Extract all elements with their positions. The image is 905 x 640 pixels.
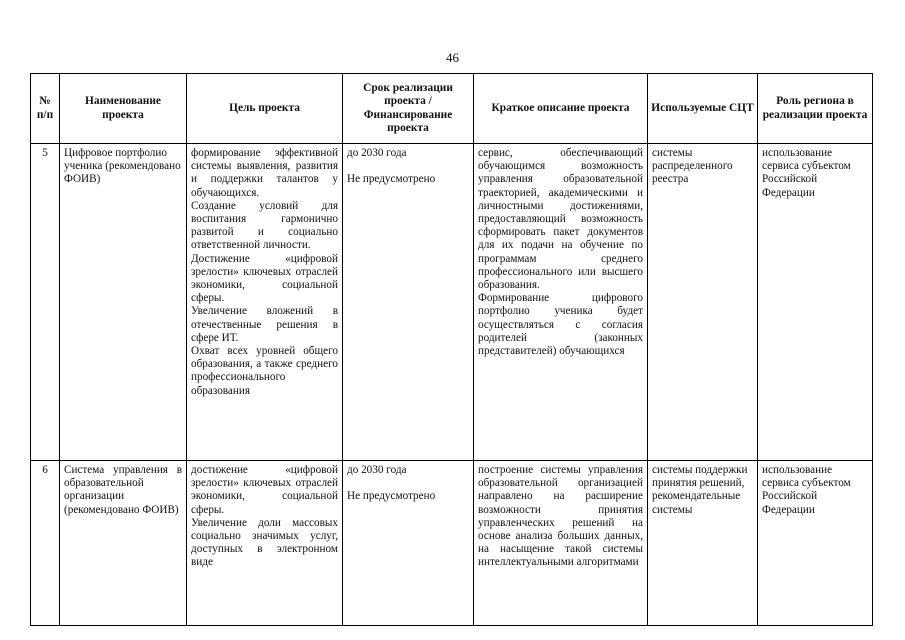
term-text: до 2030 года xyxy=(347,147,407,159)
goal-item: Увеличение вложений в отечественные решения в сфере ИТ. xyxy=(191,305,338,344)
financing-text: Не предусмотрено xyxy=(347,173,436,186)
goal-item: Охват всех уровней общего образования, а также среднего профессионального образования xyxy=(191,345,338,397)
row-role: использование сервиса субъектом Российской Федерации xyxy=(758,461,873,626)
row-role: использование сервиса субъектом Российской Федерации xyxy=(758,144,873,461)
row-goal xyxy=(187,144,343,461)
row-num: 6 xyxy=(31,461,60,626)
row-tech: системы поддержки принятия решений, рекомендательные системы xyxy=(648,461,758,626)
goal-item: формирование эффективной системы выявления, развития и поддержки талантов у обучающихся. xyxy=(191,147,338,199)
header-row xyxy=(31,74,873,144)
row-goal xyxy=(187,461,343,626)
goal-item: достижение «цифровой зрелости» ключевых отраслей экономики, социальной сферы. xyxy=(191,464,338,516)
financing-text: Не предусмотрено xyxy=(347,490,436,503)
row-num: 5 xyxy=(31,144,60,461)
description-item: Формирование цифрового портфолио ученика будет осуществляться с согласия родителей (законных представителей) обучающихся xyxy=(478,292,643,358)
row-term xyxy=(343,144,474,461)
term-text: до 2030 года xyxy=(347,464,407,476)
row-description xyxy=(474,461,648,626)
projects-table xyxy=(30,73,873,626)
goal-item: Достижение «цифровой зрелости» ключевых отраслей экономики, социальной сферы. xyxy=(191,252,338,305)
goal-item: Создание условий для воспитания гармонично развитой и социально ответственной личности. xyxy=(191,199,338,252)
header-name: Наименование проекта xyxy=(60,74,187,144)
row-name: Система управления в образовательной организации (рекомендовано ФОИВ) xyxy=(60,461,187,626)
header-num: № п/п xyxy=(31,74,60,144)
row-description xyxy=(474,144,648,461)
header-goal: Цель проекта xyxy=(187,74,343,144)
description-item: сервис, обеспечивающий обучающимся возможность управления образовательной траекторией, академическими и личностными достижениями, предоставляющий возможность сформировать пакет документов для их подачи на обучение по программам среднего профессионального или высшего образования. xyxy=(478,147,643,292)
row-term xyxy=(343,461,474,626)
goal-item: Увеличение доли массовых социально значимых услуг, доступных в электронном виде xyxy=(191,516,338,569)
page-number: 46 xyxy=(446,50,459,65)
header-tech: Используемые СЦТ xyxy=(648,74,758,144)
table-row xyxy=(31,144,873,461)
row-name: Цифровое портфолио ученика (рекомендовано ФОИВ) xyxy=(60,144,187,461)
row-tech: системы распределенного реестра xyxy=(648,144,758,461)
description-item: построение системы управления образовательной организацией направлено на расширение возможности принятия управленческих решений на основе анализа больших данных, на насыщение такой системы интеллектуальными алгоритмами xyxy=(478,464,643,569)
header-description: Краткое описание проекта xyxy=(474,74,648,144)
header-term: Срок реализации проекта / Финансирование проекта xyxy=(343,74,474,144)
header-role: Роль региона в реализации проекта xyxy=(758,74,873,144)
table-row xyxy=(31,461,873,626)
